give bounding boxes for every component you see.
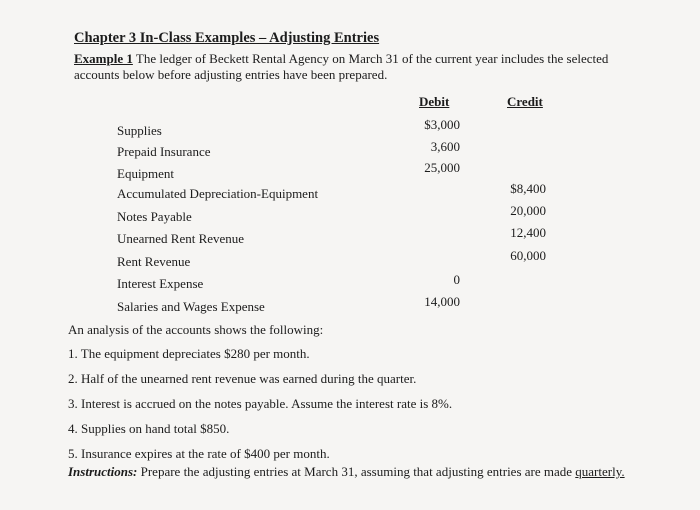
- analysis-item: 3. Interest is accrued on the notes payable. Assume the interest rate is 8%.: [68, 396, 453, 411]
- account-name: Unearned Rent Revenue: [117, 231, 245, 246]
- example-text: The ledger of Beckett Rental Agency on March 31 of the current year includes the selected accounts below before adjusting entries have been prepared.: [74, 51, 609, 82]
- example-intro: [74, 51, 634, 83]
- debit-amount: 25,000: [424, 160, 460, 175]
- account-name: Notes Payable: [117, 209, 192, 224]
- debit-amount: $3,000: [424, 117, 460, 132]
- page-title: Chapter 3 In-Class Examples – Adjusting Entries: [74, 30, 380, 46]
- analysis-item: 1. The equipment depreciates $280 per month.: [68, 346, 310, 361]
- instructions-text-end: quarterly.: [575, 464, 625, 479]
- account-name: Accumulated Depreciation-Equipment: [117, 186, 319, 201]
- example-label: Example 1: [74, 51, 133, 66]
- credit-header: Credit: [507, 94, 543, 109]
- debit-header: Debit: [419, 94, 450, 109]
- debit-amount: 0: [453, 272, 460, 287]
- credit-amount: 60,000: [510, 248, 546, 263]
- account-name: Salaries and Wages Expense: [117, 299, 265, 314]
- analysis-item: 2. Half of the unearned rent revenue was earned during the quarter.: [68, 371, 417, 386]
- account-name: Rent Revenue: [117, 254, 191, 269]
- credit-amount: 12,400: [510, 225, 546, 240]
- debit-amount: 14,000: [424, 294, 460, 309]
- analysis-item: 5. Insurance expires at the rate of $400 per month.: [68, 446, 330, 461]
- credit-amount: 20,000: [510, 203, 546, 218]
- credit-amount: $8,400: [510, 181, 546, 196]
- instructions-label: Instructions:: [68, 464, 138, 479]
- analysis-item: 4. Supplies on hand total $850.: [68, 421, 230, 436]
- account-name: Supplies: [117, 123, 162, 138]
- account-name: Prepaid Insurance: [117, 144, 211, 159]
- instructions: [68, 463, 628, 480]
- instructions-text: Prepare the adjusting entries at March 31, assuming that adjusting entries are made: [137, 464, 576, 479]
- account-name: Equipment: [117, 166, 175, 181]
- analysis-heading: An analysis of the accounts shows the following:: [68, 322, 324, 337]
- account-name: Interest Expense: [117, 276, 204, 291]
- debit-amount: 3,600: [430, 139, 460, 154]
